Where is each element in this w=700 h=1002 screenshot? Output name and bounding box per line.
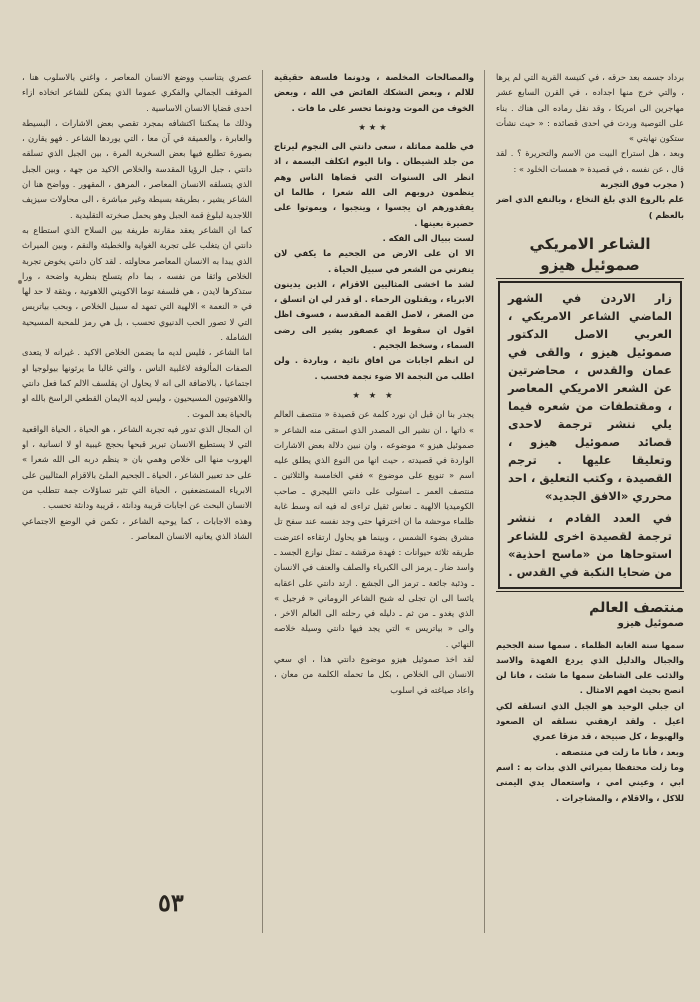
section-separator: ★ ★ ★ (352, 389, 396, 400)
paragraph: لقد اخذ صموئيل هيزو موضوع دانتي هذا ، اي سعي الانسان الى الخلاص ، بكل ما تحمله الكلمة من معان ، واعاد صياغته في اسلوب (274, 653, 474, 695)
paragraph: ( مجرب فوق التجربة (600, 179, 684, 190)
poem-stanza: الا ان على الارض من الجحيم ما يكفي لان ينفرني من الشعر في سبيل الحياة . (274, 248, 474, 274)
section-separator: ★★★ (358, 121, 390, 132)
paragraph: عصري يتناسب ووضع الانسان المعاصر ، واغني بالاسلوب هنا ، الموقف الجمالي والفكري عموما الذي يمكن للشاعر اتخاذه ازاء احدى قضايا الانسان الاساسية . (22, 72, 252, 113)
paragraph: وذلك ما يمكننا اكتشافه بمجرد تقصي بعض الاشارات ، البسيطة والعابرة ، والعميقة في آن معا ، التي يوردها الشاعر . فهو يقارن ، بصورة تطلبع فيها بعض السخرية المرة ، بين الجبل الذي تسلقه دانتي ، جبل الرؤيا المقدسة والخلاص الاكيد من جهة ، وبين الجبل الذي يتسلقه الانسان المعاصر ، المرهق ، المقهور . وواضح هنا ان الشاعر يشير ، بطريقة بسيطة وغير مباشرة ، الى محاولات سيزيف اللاجدية لبلوغ قمة الجبل وهو يحمل صخرته التقليدية . (22, 117, 252, 220)
poem-stanza: وما زلت محتفظا بميراثي الذي بدات به : اسم ابي ، وعيني امي ، واستعمال يدي اليمنى للاكل ، والاقلام ، والمشاجرات . (496, 761, 684, 803)
editor-note-next-issue: في العدد القادم ، ننشر ترجمة لقصيدة اخرى للشاعر استوحاها من «ماسح احذية» من ضحايا النكبة في القدس . (508, 510, 672, 579)
column-middle (274, 70, 474, 953)
poem-author: صموئيل هيزو (617, 618, 684, 630)
column-divider (262, 70, 263, 933)
poem-stanza: لشد ما اخشى المثاليين الاقزام ، الذين يدينون الابرياء ، ويقتلون الرحماء . او قدر لي ان اتسلق ، من الصغر ، لاصل القمة المقدسة ، فسوف اظل اقول ان سقوط اي عصفور يشير الى رضى السماء ، وسخط الجحيم . (274, 278, 474, 351)
editor-note-text: زار الاردن في الشهر الماضي الشاعر الامريكي ، العربي الاصل الدكتور صموئيل هيزو ، والقى في عمان والقدس ، محاضرتين عن الشعر الامريكي المعاصر ، ومقتطفات من شعره فيما يلي ننشر ترجمة لاحدى قصائد صموئيل هيزو ، وتعليقا عليها . ترجم القصيدة ، وكتب التعليق ، احد محرري «الافق الجديد» (508, 290, 672, 503)
poem-stanza: لن انظم اجابات من افاق نائية ، وباردة . ولن اطلب من النجمة الا ضوء نجمة فحسب . (274, 355, 474, 381)
paragraph: علم بالروع الذي بلغ النخاع ، وبالنفع الذي اضر بالعظم ) (496, 194, 684, 220)
editor-note-box (498, 281, 682, 589)
paragraph: اما الشاعر ، فليس لديه ما يضمن الخلاص الاكيد . غيرانه لا يتعدى الصفات المألوفة لاغلبية الناس ، والتي غالبا ما يرثونها بيولوجيا او اجتماعيا ، بالاضافة الى انه لا يحاول ان يقلسف الالم كما فعل دانتي واللاهوتيون المسيحيون ، وليس لديه الايمان القطعي الراسخ بالله او بالحياة بعد الموت . (22, 347, 252, 419)
poem-stanza: في ظلمة مماثلة ، سعى دانتي الى النجوم ليرتاح من جلد الشيطان . وانا اليوم اتكلف البسمة ، اذ انظر الى السنوات التي قضاها الناس وهم ينظمون دروبهم الى الله شعرا ، طالما ان يفقدورهم ان يجسوا ، وينجبوا ، ويموتوا على حصيرة بعينها . (274, 141, 474, 228)
magazine-page (22, 48, 684, 953)
paragraph: ان المجال الذي تدور فيه تجربة الشاعر ، هو الحياة ، الحياة الواقعية التي لا يستطيع الانسان تبرير قبحها بحجج غيبية او لا انسانية ، او الهروب منها الى خلاص وهمي بان « ينظم دربه الى الله شعرا » على حد تعبير الشاعر ، الحياة ـ الجحيم الملئ بالاقزام المثاليين على الابرياء المستضعفين ، الحياة التي تثير تساؤلات جمة تتطلب من الانسان البحث عن اجابات قريبة ودانئة ، قريبة ودانئة تحسب . (22, 423, 252, 511)
article-subheading: صموئيل هيزو (540, 255, 640, 274)
article-heading: الشاعر الامريكي (529, 234, 651, 253)
poem-stanza: سمها سنة الغابة الظلماء . سمها سنة الجحيم والجبال والدليل الذي يردع الفهدة والاسد والذئب على الشاطئ سمها ما شئت ، فانا لن انصح بحيث افهم الامثال . (496, 639, 684, 696)
poem-stanza: وبعد ، فأنا ما زلت في منتصفه . (555, 746, 684, 757)
poem-stanza: ان جبلي الوحيد هو الجبل الذي اتسلقه لكي اعيل . ولقد ارهقني نسلقه ان الصعود والهبوط ، كل صبيحة ، قد مزقا عمري (496, 700, 684, 742)
poem-stanza: والمصالحات المخلصة ، ودونما فلسفة حقيقية للالم ، وبعض التشكك الفائض في الله ، وبعض الخوف من الموت ودونما تحسر على ما فات . (274, 72, 474, 113)
page-number: ٥٣ (158, 888, 184, 917)
column-right (496, 70, 684, 953)
paragraph: وهذه الاجابات ، كما يوحيه الشاعر ، تكمن في الوضع الاجتماعي الشاذ الذي يعانيه الانسان المعاصر . (22, 515, 252, 541)
paragraph: كما ان الشاعر يعقد مقارنة طريفة بين السلاح الذي استطاع به دانتي ان يتغلب على تجربة الغواية والخطيئة والنقم ، وبين الميراث الذي يبدا به الانسان المعاصر محاولته . لقد كان دانتي يخوض تجربة الخلاص واثقا من نفسه ، بما دام يتسلح بنظرية واضحة ، ورا ستذكرها لايدن ، هي فلسفة توما الاكويني اللاهوتية ، وبثقة لا حد لها في « النعمة » الالهية التي تمهد له سبيل الخلاص ، وبحب بياتريس التي لا تصور الحب الدنيوي تحسب ، بل هي رمز للمحبة المسيحية الشاملة . (22, 224, 252, 343)
column-divider (484, 70, 485, 933)
paragraph: برداد جسمه بعد حرقه ، في كنيسة القرية التي لم يرها ، والتي خرج منها اجداده ، في القرن السابع عشر مهاجرين الى امريكا ، وقد نقل رماده الى هناك . بناء على التوصية وردت في احدى قصائده : « حيث نشأت ستكون نهايتي » (496, 72, 684, 144)
poem-title: منتصف العالم (589, 599, 684, 616)
paragraph: وبعد ، هل استراح البيت من الاسم والتحريرة ؟ . لقد قال ، عن نفسه ، في قصيدة « همسات الخلود » : (496, 148, 684, 174)
paragraph: يجدر بنا ان قبل ان نورد كلمة عن قصيدة « منتصف العالم » ذاتها ، ان نشير الى المصدر الذي استقى منه الشاعر « صموئيل هيزو » موضوعه ، وان نبين دلالة بعض الاشارات الواردة في قصيدته ، حيث انها من النوع الذي يطلق عليه اسم « تنويع على موضوع » ففي الخامسة والثلاثين ـ منتصف العمر ـ استولى على دانتي الليجري ـ صاحب الكوميديا الالهية ـ نعاس ثقيل تراءى له فيه انه وسط غابة ظلماء موحشة ما ان اخترقها حتى وجد نفسه عند سفح تل مشرق بضوء الشمس ، وبينما هو يحاول ارتقاءه اعترضت طريقه ثلاثة حيوانات : فهدة مرقشة ـ تمثل نوازع الجسد ـ واسد ضار ـ يرمز الى الكبرياء والصلف والعنف في الانسان ـ وذئبة جائعة ـ ترمز الى الجشع . ارتد دانتي على اعقابه يائسا الى ان تجلى له شبح الشاعر الروماني « فرجيل » الذي يغدو ـ من ثم ـ دليله في رحلته الى العالم الاخر ، والى « بياتريس » التي يجد فيها دانتي وسيلة خلاصه النهائي . (274, 409, 474, 649)
paper-spot (18, 280, 22, 284)
column-left (22, 70, 252, 953)
poem-stanza: لست ببيال الى الفكه . (382, 232, 474, 243)
